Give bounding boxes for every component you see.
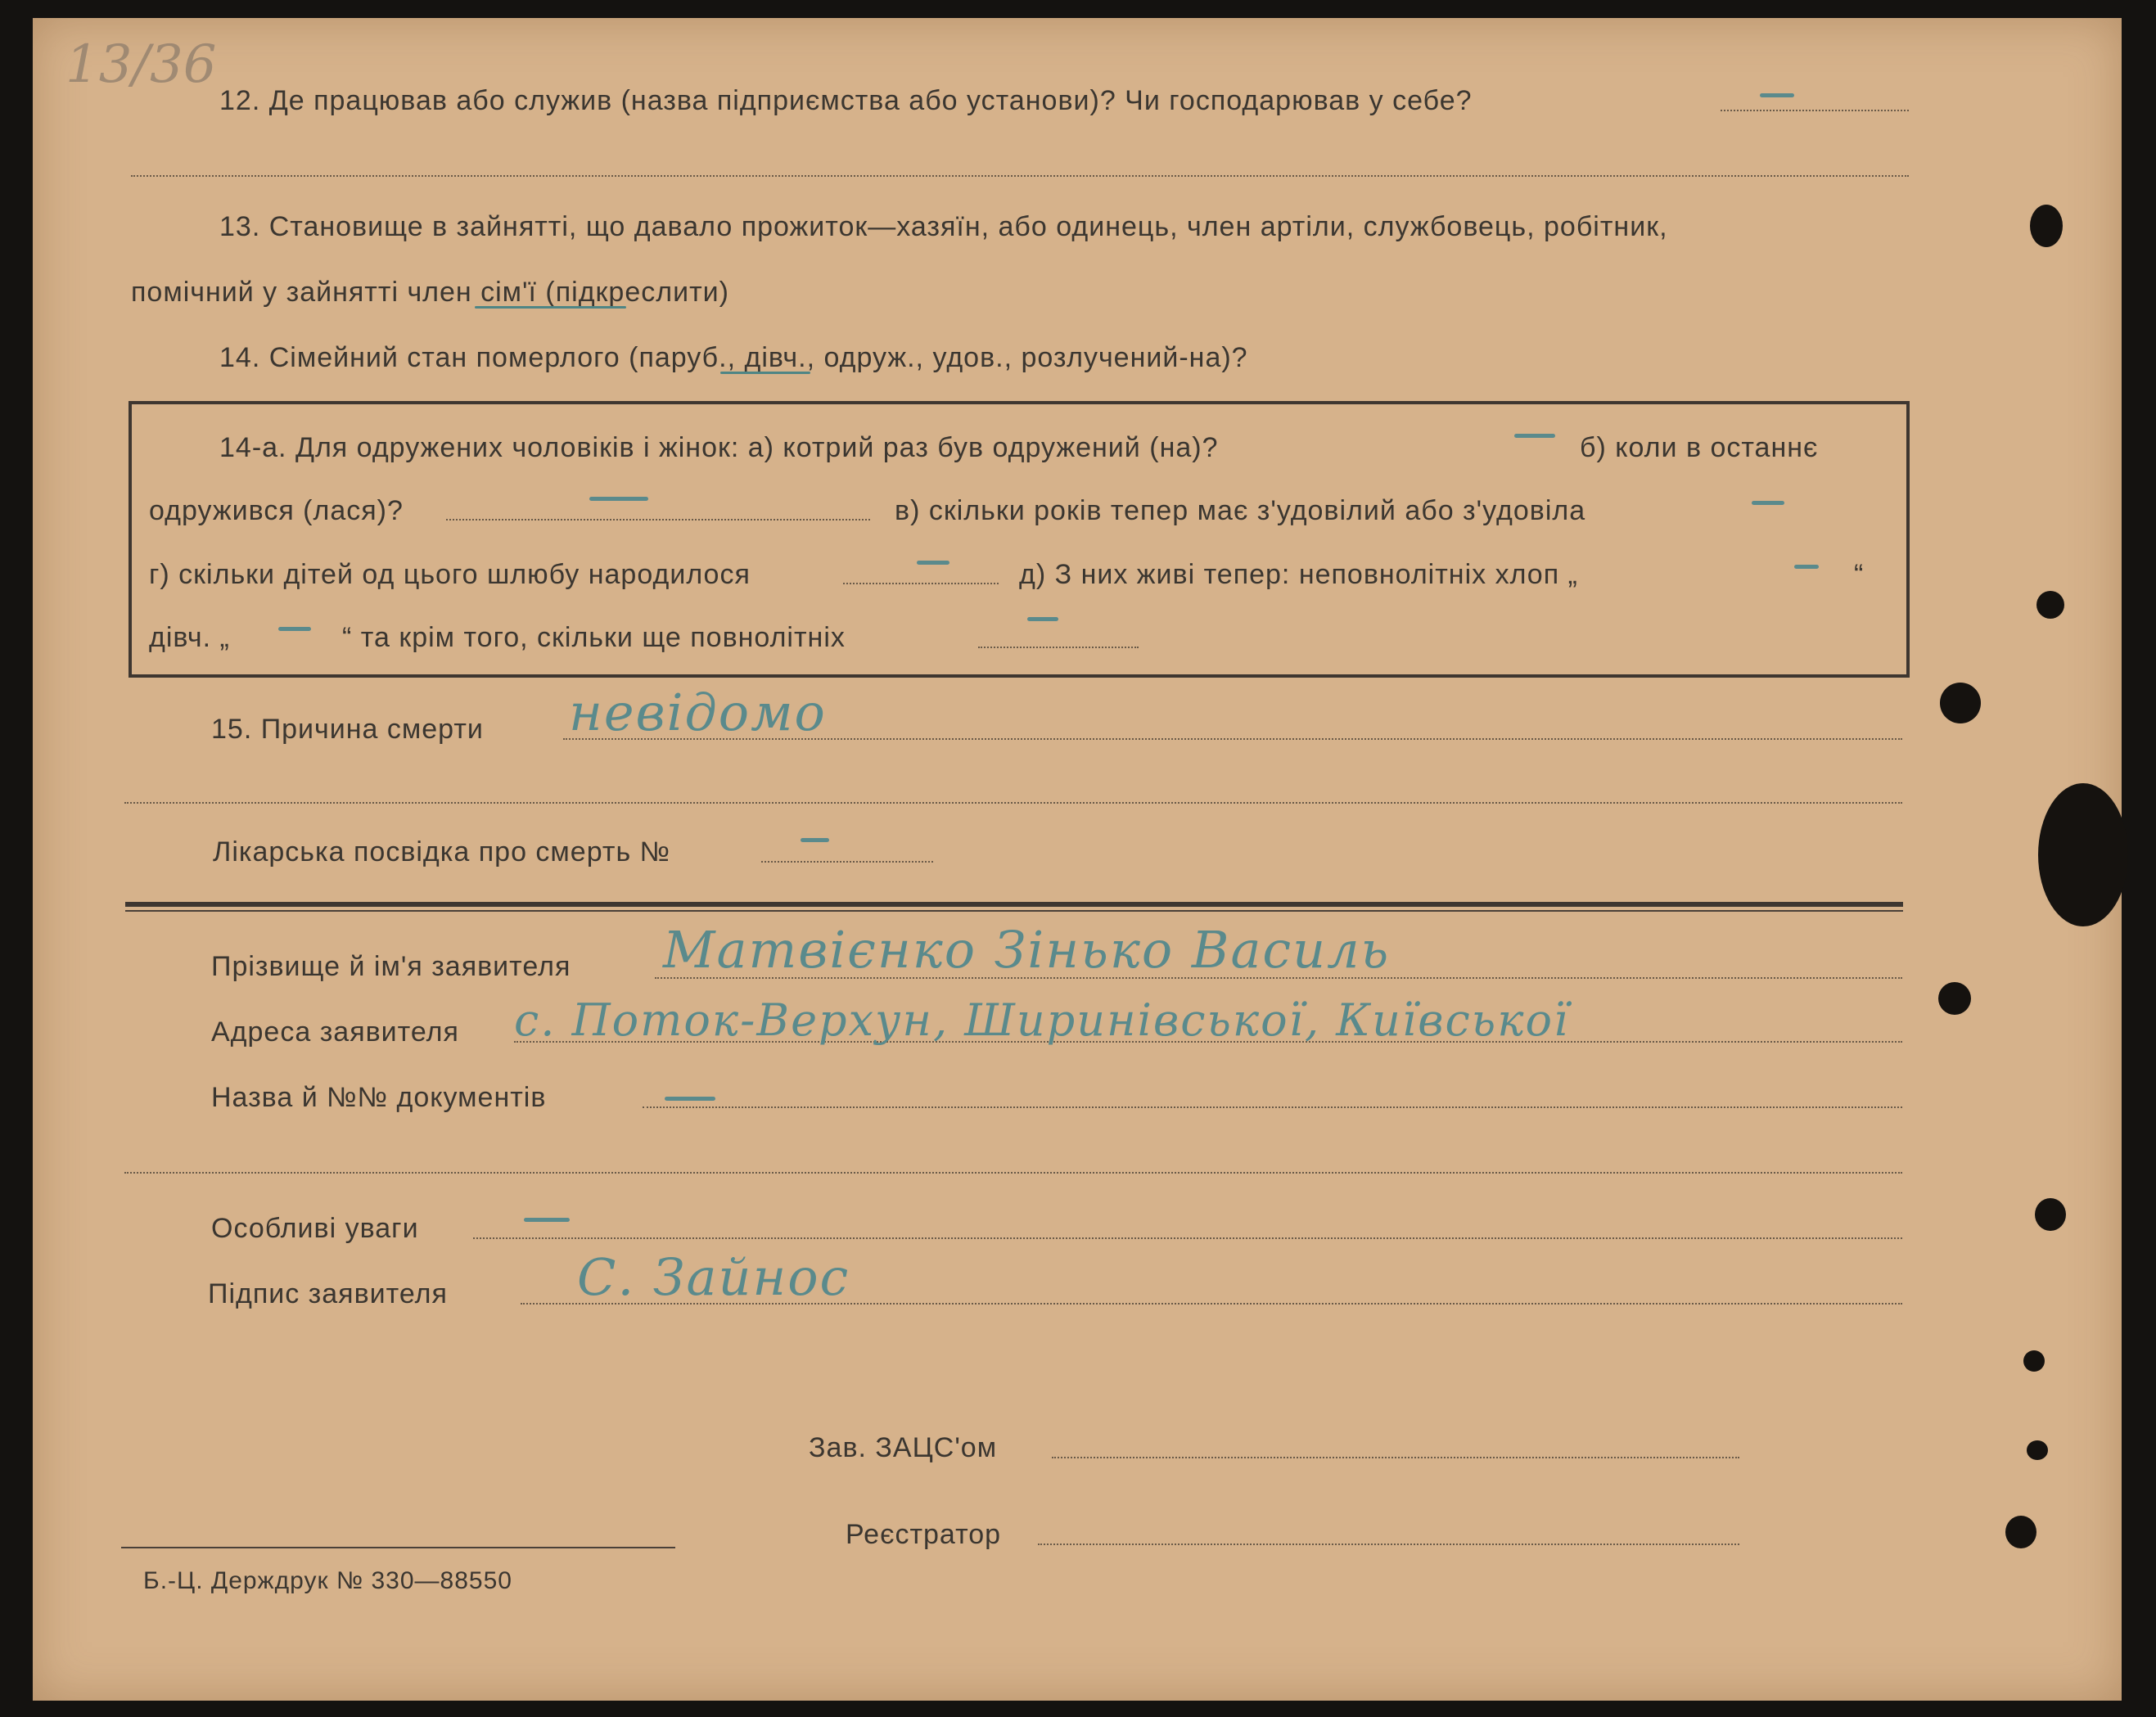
q14a-part-d: д) З них живі тепер: неповнолітніх хлоп „ [1019,559,1578,590]
punch-hole [2030,205,2063,247]
applicant-signature-value: С. Зайнос [577,1247,850,1307]
applicant-notes-line [473,1237,1902,1239]
medical-label: Лікарська посвідка про смерть № [213,836,671,868]
section-separator [125,902,1903,907]
head-zags-line [1052,1457,1739,1458]
punch-hole [2005,1516,2036,1548]
q14a-line4-mid: “ та крім того, скільки ще повнолітніх [342,622,846,653]
section-separator-thin [125,910,1903,912]
q14a-answer-a [1514,434,1555,438]
applicant-docs-dash [665,1097,715,1101]
medical-answer-dash [801,838,829,842]
applicant-docs-line [643,1106,1902,1108]
applicant-name-value: Матвієнко Зінько Василь [663,920,1391,980]
punch-hole [1940,683,1981,723]
q14a-line4-prefix: дівч. „ [149,622,230,653]
q14a-part-v: в) скільки років тепер має з'удовілий або з'удовіла [895,495,1586,526]
q13-line2: помічний у зайнятті член сім'ї (підкреслити) [131,277,729,308]
document-sheet [33,18,2122,1701]
q13-line1: 13. Становище в зайнятті, що давало прожиток—хазяїн, або одинець, член артіли, службовець, робітник, [219,211,1668,242]
imprint-rule [121,1547,675,1548]
q14a-line1: 14-а. Для одружених чоловіків і жінок: а) котрий раз був одружений (на)? [219,432,1219,463]
q14a-answer-widowed [1752,501,1784,505]
q14a-children-line [843,583,999,584]
q14a-answer-girls [278,627,311,631]
head-zags-label: Зав. ЗАЦС'ом [809,1432,998,1463]
applicant-name-label: Прізвище й ім'я заявителя [211,951,571,982]
applicant-notes-label: Особливі уваги [211,1213,419,1244]
q14a-line3: г) скільки дітей од цього шлюбу народилося [149,559,751,590]
q14a-line2: одружився (лася)? [149,495,404,526]
q14a-married-line [446,519,870,521]
applicant-notes-dash [524,1218,570,1222]
medical-answer-line [761,861,933,863]
q14a-answer-adults [1027,617,1058,621]
punch-hole [2035,1198,2066,1231]
margin-pencil-note: 13/36 [65,34,217,95]
applicant-docs-label: Назва й №№ документів [211,1082,547,1113]
registrar-label: Реєстратор [846,1519,1002,1550]
punch-hole [1938,982,1971,1015]
q15-label: 15. Причина смерти [211,714,484,745]
punch-hole [2036,591,2064,619]
printer-imprint: Б.-Ц. Держдрук № 330—88550 [143,1567,512,1594]
q14a-part-b: б) коли в останнє [1580,432,1819,463]
applicant-address-label: Адреса заявителя [211,1016,459,1048]
q14a-quote-close: “ [1854,559,1865,590]
q14-label: 14. Сімейний стан померлого (паруб., дівч., одруж., удов., розлучений-на)? [219,342,1248,373]
q13-underline-member [475,306,626,309]
q12-answer-line [1721,110,1909,111]
q12-second-line [131,175,1909,177]
q14a-answer-married [589,497,648,501]
punch-hole [2023,1350,2045,1372]
q15-second-line [124,802,1902,804]
q14a-answer-boys [1794,565,1819,569]
q12-answer-dash [1760,93,1794,97]
q14a-adults-line [978,647,1139,648]
q15-answer: невідомо [569,683,827,742]
applicant-signature-label: Підпис заявителя [208,1278,448,1309]
q14a-answer-children [917,561,949,565]
applicant-docs-second-line [124,1172,1902,1174]
edge-damage [2038,783,2128,926]
q12-label: 12. Де працював або служив (назва підприємства або установи)? Чи господарював у себе? [219,85,1473,116]
q14-underline-single [720,372,810,374]
punch-hole [2027,1440,2048,1460]
registrar-line [1038,1543,1739,1545]
applicant-address-value: с. Поток-Верхун, Ширинівської, Київської [514,994,1570,1046]
